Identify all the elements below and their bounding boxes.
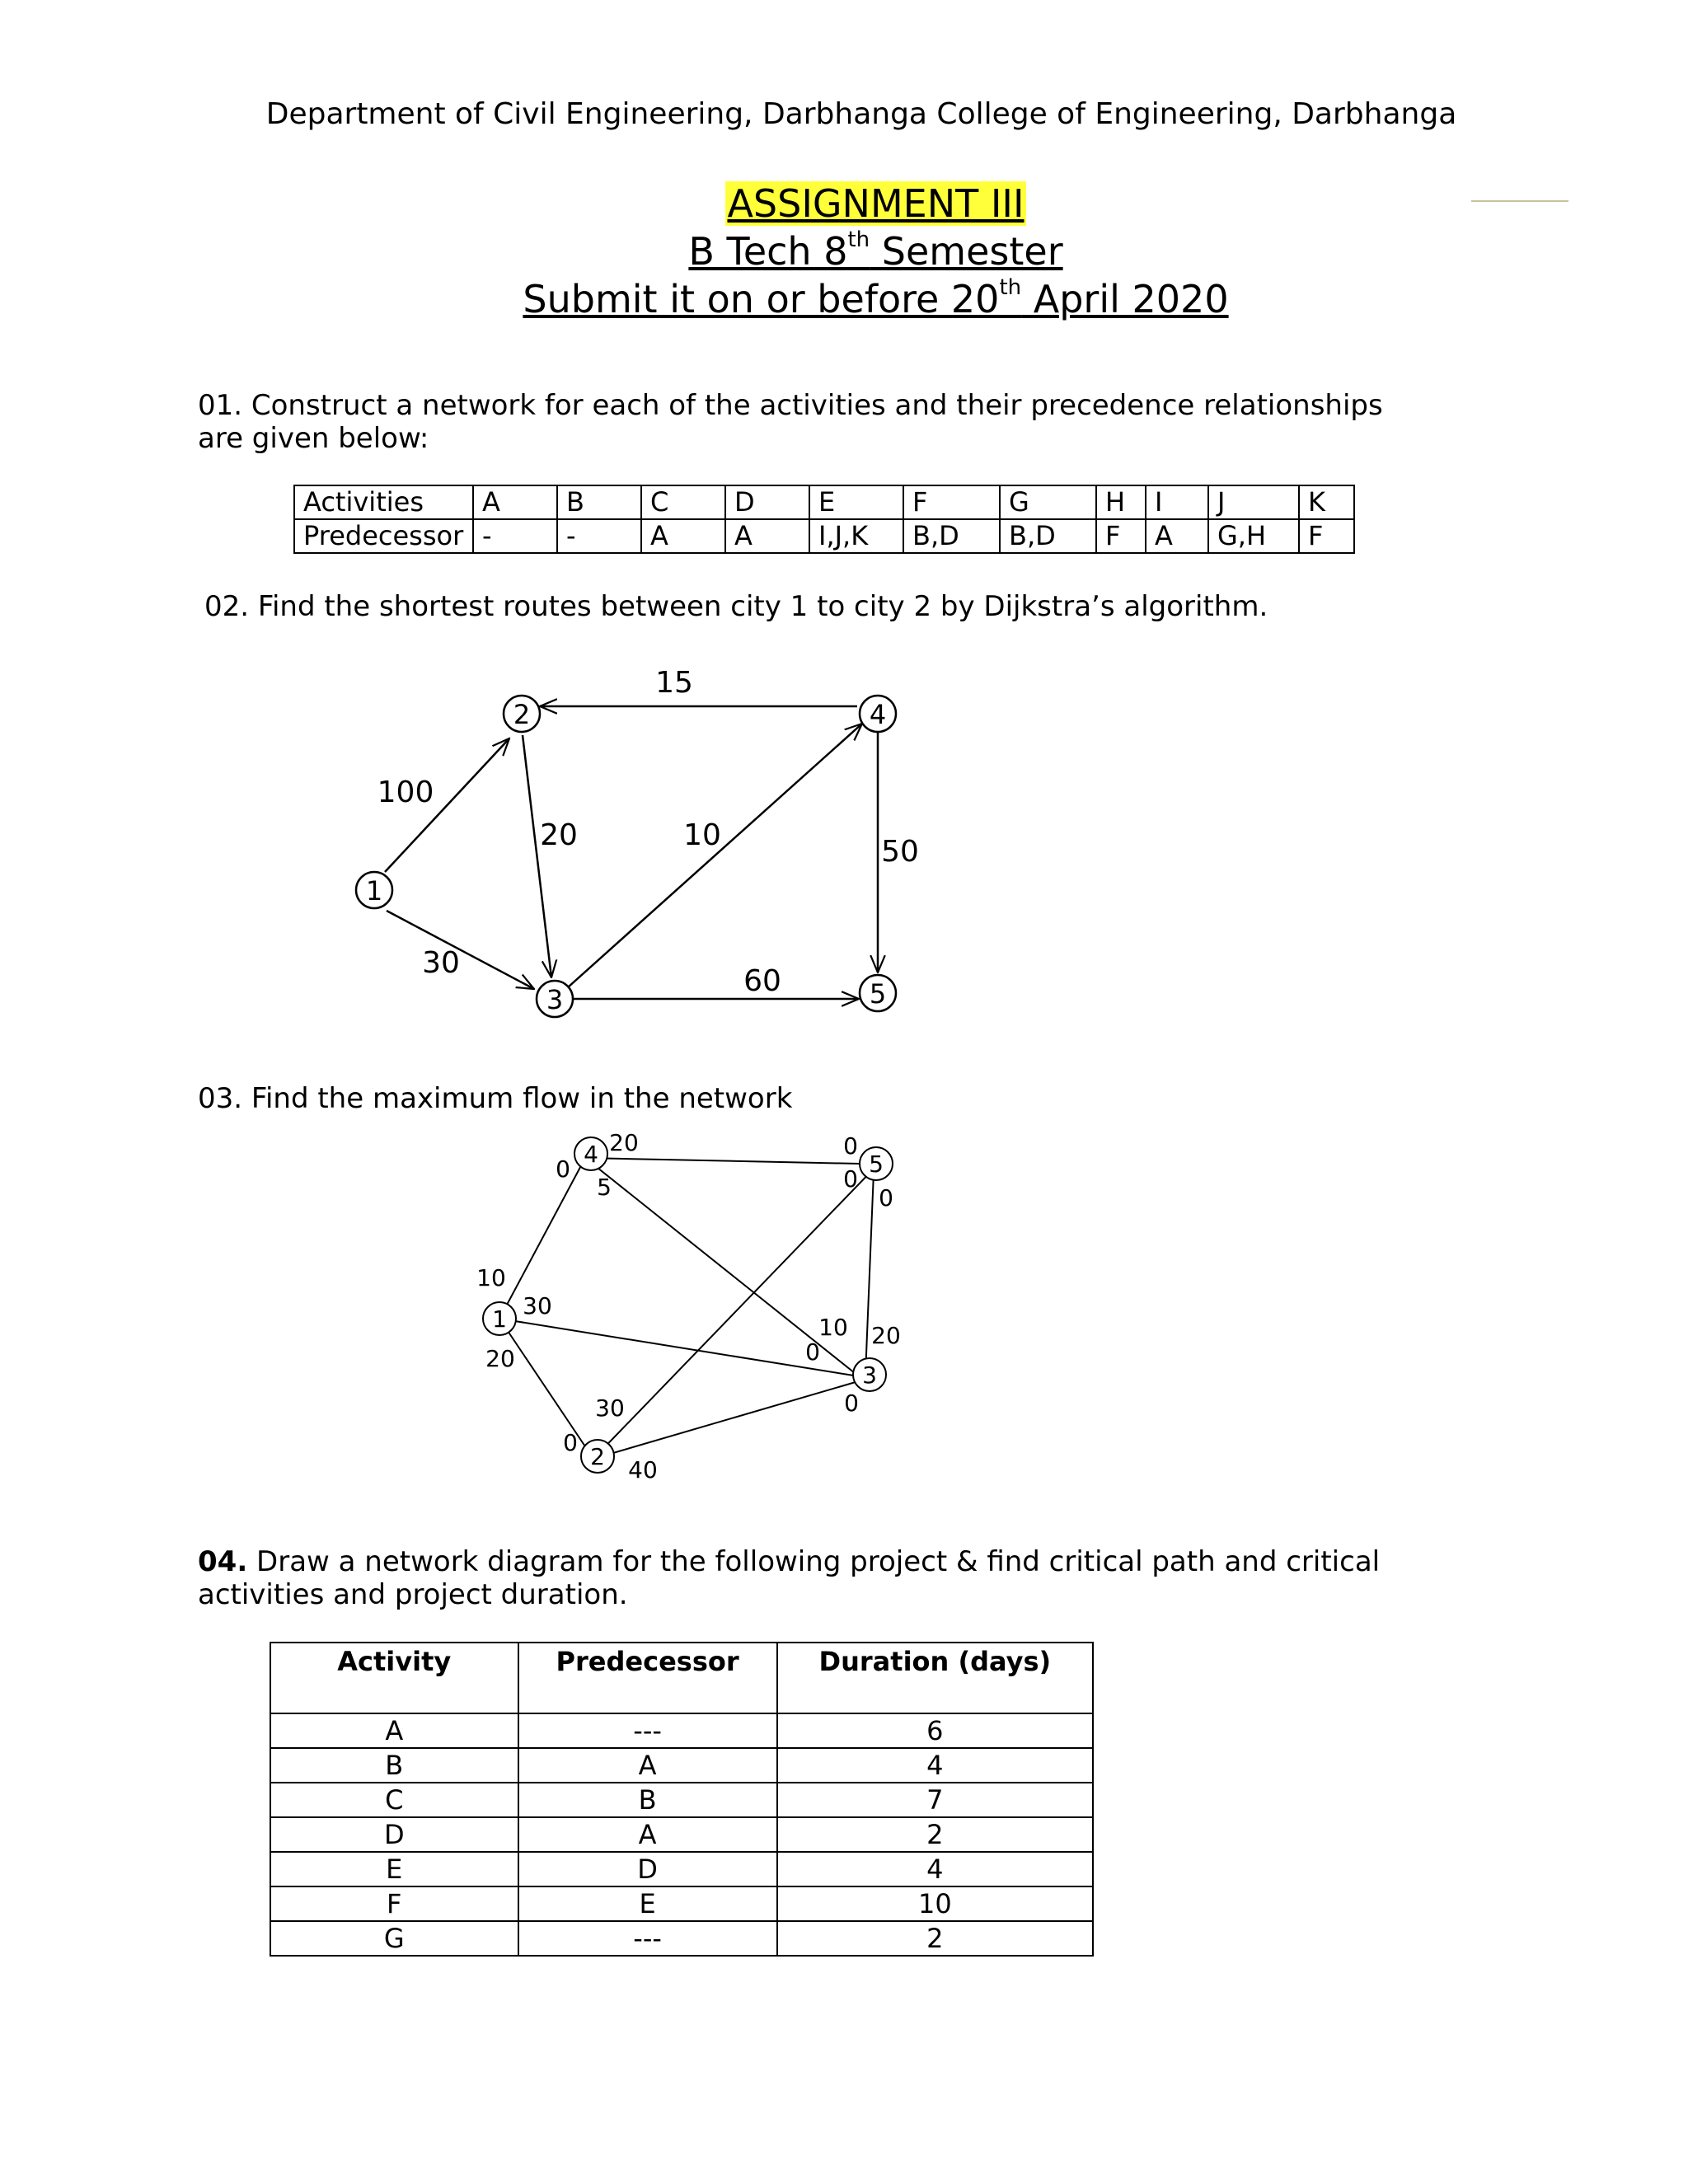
table-cell: E bbox=[809, 485, 903, 519]
table-row bbox=[270, 1817, 1093, 1852]
table-cell: C bbox=[641, 485, 725, 519]
row-label: Activities bbox=[294, 485, 473, 519]
edge-2-5 bbox=[593, 1166, 876, 1459]
edge-weight: 100 bbox=[377, 776, 434, 809]
table-cell: - bbox=[557, 519, 641, 553]
question-1-text: 01. Construct a network for each of the activities and their precedence relationships are given below: bbox=[198, 389, 1383, 455]
edge-2-3 bbox=[523, 735, 551, 977]
column-header-activity: Activity bbox=[270, 1643, 518, 1713]
capacity-label: 5 bbox=[597, 1174, 612, 1201]
submit-sup: th bbox=[999, 275, 1022, 300]
edge-weight: 50 bbox=[881, 835, 919, 869]
submit-line bbox=[0, 277, 1688, 321]
assignment-title-text: ASSIGNMENT III bbox=[727, 181, 1025, 226]
table-cell: A bbox=[518, 1748, 777, 1783]
node-label: 2 bbox=[513, 699, 531, 730]
question-2-text: 02. Find the shortest routes between city 1 to city 2 by Dijkstra’s algorithm. bbox=[204, 590, 1268, 623]
capacity-label: 0 bbox=[843, 1165, 858, 1193]
semester-line bbox=[0, 229, 1688, 274]
table-cell: 4 bbox=[777, 1852, 1093, 1886]
table-cell: E bbox=[518, 1886, 777, 1921]
column-header-predecessor: Predecessor bbox=[518, 1643, 777, 1713]
table-cell: B bbox=[270, 1748, 518, 1783]
table-cell: F bbox=[270, 1886, 518, 1921]
submit-text-post: April 2020 bbox=[1021, 277, 1229, 321]
row-label: Predecessor bbox=[294, 519, 473, 553]
table-cell: 2 bbox=[777, 1921, 1093, 1956]
edge-weight: 15 bbox=[655, 666, 693, 700]
question-4-body: Draw a network diagram for the following project & find critical path and critical activities and project duration. bbox=[198, 1545, 1381, 1611]
edge-weight: 20 bbox=[540, 818, 578, 852]
table-cell: A bbox=[270, 1713, 518, 1748]
table-cell: --- bbox=[518, 1713, 777, 1748]
table-cell: G bbox=[1000, 485, 1096, 519]
capacity-label: 0 bbox=[844, 1390, 859, 1417]
node-label: 1 bbox=[365, 875, 383, 907]
edge-3-4 bbox=[568, 724, 862, 987]
capacity-label: 0 bbox=[563, 1429, 578, 1456]
submit-text: Submit it on or before 20 bbox=[523, 277, 1000, 321]
table-cell: 4 bbox=[777, 1748, 1093, 1783]
capacity-label: 10 bbox=[818, 1314, 848, 1341]
node-label: 3 bbox=[862, 1361, 877, 1389]
edge-weight: 30 bbox=[422, 946, 460, 980]
table-cell: A bbox=[725, 519, 809, 553]
table-cell: 2 bbox=[777, 1817, 1093, 1852]
table-cell: D bbox=[270, 1817, 518, 1852]
edge-weight: 10 bbox=[683, 818, 721, 852]
precedence-table bbox=[293, 485, 1355, 554]
table-cell: G bbox=[270, 1921, 518, 1956]
table-cell: J bbox=[1208, 485, 1299, 519]
node-label: 1 bbox=[492, 1305, 507, 1333]
table-row bbox=[270, 1886, 1093, 1921]
table-cell: B bbox=[557, 485, 641, 519]
table-cell: 7 bbox=[777, 1783, 1093, 1817]
capacity-label: 30 bbox=[595, 1394, 625, 1422]
edge-weight: 60 bbox=[743, 964, 781, 998]
node-label: 3 bbox=[546, 984, 564, 1015]
semester-sup: th bbox=[847, 227, 870, 252]
table-cell: H bbox=[1096, 485, 1146, 519]
table-cell: C bbox=[270, 1783, 518, 1817]
node-label: 5 bbox=[869, 978, 887, 1010]
capacity-label: 0 bbox=[556, 1155, 570, 1183]
table-cell: 10 bbox=[777, 1886, 1093, 1921]
table-cell: E bbox=[270, 1852, 518, 1886]
semester-text-post: Semester bbox=[870, 229, 1063, 274]
capacity-label: 20 bbox=[871, 1322, 901, 1349]
semester-text: B Tech 8 bbox=[688, 229, 848, 274]
table-cell: B,D bbox=[1000, 519, 1096, 553]
table-cell: K bbox=[1299, 485, 1354, 519]
edge-4-5 bbox=[585, 1158, 860, 1164]
capacity-label: 40 bbox=[628, 1456, 658, 1483]
table-cell: A bbox=[473, 485, 557, 519]
capacity-label: 10 bbox=[476, 1264, 506, 1291]
table-cell: 6 bbox=[777, 1713, 1093, 1748]
capacity-label: 30 bbox=[523, 1292, 552, 1319]
node-label: 5 bbox=[869, 1151, 884, 1178]
table-row bbox=[270, 1921, 1093, 1956]
edge-1-3 bbox=[387, 911, 534, 989]
table-cell: A bbox=[641, 519, 725, 553]
table-cell: F bbox=[1299, 519, 1354, 553]
shortest-route-graph bbox=[330, 659, 973, 1038]
node-label: 4 bbox=[869, 699, 887, 730]
table-cell: F bbox=[903, 485, 1000, 519]
table-cell: - bbox=[473, 519, 557, 553]
table-cell: D bbox=[725, 485, 809, 519]
capacity-label: 0 bbox=[879, 1184, 893, 1212]
table-cell: D bbox=[518, 1852, 777, 1886]
table-cell: A bbox=[518, 1817, 777, 1852]
project-table bbox=[270, 1642, 1094, 1957]
table-cell: --- bbox=[518, 1921, 777, 1956]
table-cell: A bbox=[1146, 519, 1208, 553]
column-header-duration: Duration (days) bbox=[777, 1643, 1093, 1713]
capacity-label: 20 bbox=[485, 1345, 515, 1372]
question-3-text: 03. Find the maximum flow in the network bbox=[198, 1082, 793, 1115]
assignment-title bbox=[0, 181, 1688, 226]
table-header-row bbox=[270, 1643, 1093, 1713]
table-row bbox=[270, 1713, 1093, 1748]
capacity-label: 20 bbox=[609, 1129, 639, 1156]
table-cell: F bbox=[1096, 519, 1146, 553]
table-row bbox=[270, 1852, 1093, 1886]
table-row bbox=[270, 1748, 1093, 1783]
edge-1-2 bbox=[499, 1319, 593, 1459]
activities-row bbox=[294, 485, 1354, 519]
table-cell: B,D bbox=[903, 519, 1000, 553]
max-flow-network bbox=[462, 1129, 923, 1492]
department-header: Department of Civil Engineering, Darbhanga College of Engineering, Darbhanga bbox=[265, 97, 1457, 131]
table-cell: G,H bbox=[1208, 519, 1299, 553]
table-cell: B bbox=[518, 1783, 777, 1817]
capacity-label: 0 bbox=[843, 1132, 858, 1160]
capacity-label: 0 bbox=[805, 1338, 820, 1366]
table-cell: I,J,K bbox=[809, 519, 903, 553]
predecessor-row bbox=[294, 519, 1354, 553]
question-4-text bbox=[198, 1545, 1434, 1611]
table-row bbox=[270, 1783, 1093, 1817]
node-label: 4 bbox=[584, 1141, 598, 1168]
question-4-label: 04. bbox=[198, 1545, 248, 1578]
node-label: 2 bbox=[590, 1443, 605, 1470]
edge-2-3 bbox=[593, 1378, 870, 1459]
table-cell: I bbox=[1146, 485, 1208, 519]
